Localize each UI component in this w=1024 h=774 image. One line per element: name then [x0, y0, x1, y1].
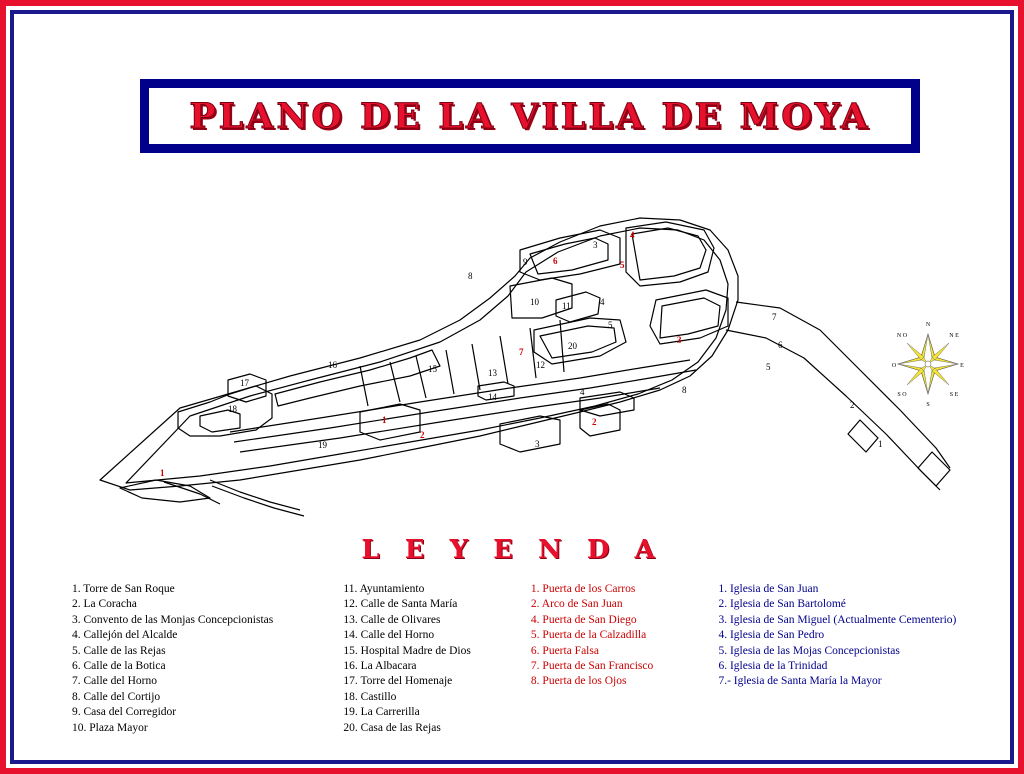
list-item: 19. La Carrerilla: [343, 706, 420, 719]
list-item: 20. Casa de las Rejas: [343, 721, 441, 734]
list-item: 8. Calle del Cortijo: [72, 690, 161, 703]
svg-text:15: 15: [428, 364, 437, 374]
svg-text:6: 6: [553, 256, 558, 266]
list-item: 1. Torre de San Roque: [72, 583, 175, 595]
svg-text:16: 16: [328, 360, 337, 370]
list-item: 14. Calle del Horno: [343, 629, 435, 642]
list-item: 7. Calle del Horno: [72, 675, 157, 688]
svg-text:2: 2: [592, 417, 597, 427]
list-item: 5. Calle de las Rejas: [72, 644, 166, 657]
page-title: PLANO DE LA VILLA DE MOYA: [189, 95, 871, 137]
list-item: 9. Casa del Corregidor: [72, 706, 177, 719]
svg-text:3: 3: [593, 240, 598, 250]
list-item: 12. Calle de Santa María: [343, 598, 458, 611]
list-item: 6. Iglesia de la Trinidad: [718, 660, 828, 673]
list-item: 1. Puerta de los Carros: [530, 583, 636, 595]
list-item: 15. Hospital Madre de Dios: [343, 644, 471, 657]
list-item: 7. Puerta de San Francisco: [530, 660, 654, 673]
compass-label-southwest: S O: [897, 392, 907, 398]
list-item: 18. Castillo: [343, 690, 397, 703]
svg-text:1: 1: [160, 468, 165, 478]
list-item: 17. Torre del Homenaje: [343, 675, 453, 688]
list-item: 10. Plaza Mayor: [72, 721, 148, 734]
compass-rose: [888, 318, 968, 408]
legend-column-gates: [531, 582, 719, 690]
svg-text:13: 13: [488, 368, 497, 378]
list-item: 8. Puerta de los Ojos: [530, 675, 627, 688]
compass-label-west: O: [891, 363, 897, 369]
map-drawing: [60, 180, 970, 530]
svg-text:3: 3: [535, 439, 540, 449]
list-item: 5. Puerta de la Calzadilla: [530, 629, 647, 642]
list-item: 6. Calle de la Botica: [72, 660, 166, 673]
svg-text:5: 5: [766, 362, 771, 372]
svg-text:12: 12: [536, 360, 545, 370]
compass-label-north: N: [925, 322, 931, 328]
svg-text:3: 3: [677, 335, 682, 345]
title-banner: [140, 79, 920, 153]
legend-heading: L E Y E N D A: [361, 535, 663, 565]
compass-label-northwest: N O: [896, 333, 908, 339]
compass-label-southeast: S E: [949, 392, 959, 398]
svg-text:6: 6: [778, 340, 783, 350]
svg-text:7: 7: [772, 312, 777, 322]
list-item: 3. Convento de las Monjas Concepcionistas: [72, 613, 274, 626]
list-item: 2. Iglesia de San Bartolomé: [718, 598, 846, 611]
svg-text:18: 18: [228, 404, 237, 414]
list-item: 13. Calle de Olivares: [343, 613, 441, 626]
list-item: 2. Arco de San Juan: [530, 598, 623, 611]
svg-text:17: 17: [240, 378, 249, 388]
list-item: 11. Ayuntamiento: [343, 583, 425, 595]
compass-label-east: E: [960, 363, 964, 369]
svg-text:20: 20: [568, 341, 577, 351]
legend-column-streets-2: [343, 582, 531, 736]
list-item: 4. Puerta de San Diego: [530, 613, 637, 626]
svg-text:11: 11: [562, 301, 571, 311]
svg-text:4: 4: [600, 297, 605, 307]
list-item: 4. Callejón del Alcalde: [72, 629, 178, 642]
svg-text:8: 8: [468, 271, 473, 281]
list-item: 3. Iglesia de San Miguel (Actualmente Cementerio): [718, 613, 957, 626]
svg-text:8: 8: [682, 385, 687, 395]
svg-text:7: 7: [519, 347, 524, 357]
list-item: 7.- Iglesia de Santa María la Mayor: [718, 675, 882, 688]
list-item: 2. La Coracha: [72, 598, 137, 611]
legend-column-streets-1: [60, 582, 343, 736]
svg-text:10: 10: [530, 297, 539, 307]
list-item: 1. Iglesia de San Juan: [718, 583, 819, 595]
svg-text:14: 14: [488, 392, 497, 402]
svg-text:5: 5: [620, 260, 625, 270]
svg-text:4: 4: [630, 230, 635, 240]
svg-text:1: 1: [382, 415, 387, 425]
legend: [60, 582, 980, 736]
compass-label-northeast: N E: [949, 333, 959, 339]
svg-text:2: 2: [850, 400, 855, 410]
list-item: 6. Puerta Falsa: [530, 644, 599, 657]
svg-text:1: 1: [878, 439, 883, 449]
list-item: 4. Iglesia de San Pedro: [718, 629, 825, 642]
svg-text:9: 9: [523, 257, 528, 267]
svg-text:4: 4: [580, 387, 585, 397]
svg-text:2: 2: [420, 430, 425, 440]
compass-label-south: S: [926, 402, 930, 408]
list-item: 16. La Albacara: [343, 660, 417, 673]
list-item: 5. Iglesia de las Mojas Concepcionistas: [718, 644, 900, 657]
legend-column-churches: [718, 582, 980, 690]
svg-text:19: 19: [318, 440, 327, 450]
svg-text:5: 5: [608, 320, 613, 330]
